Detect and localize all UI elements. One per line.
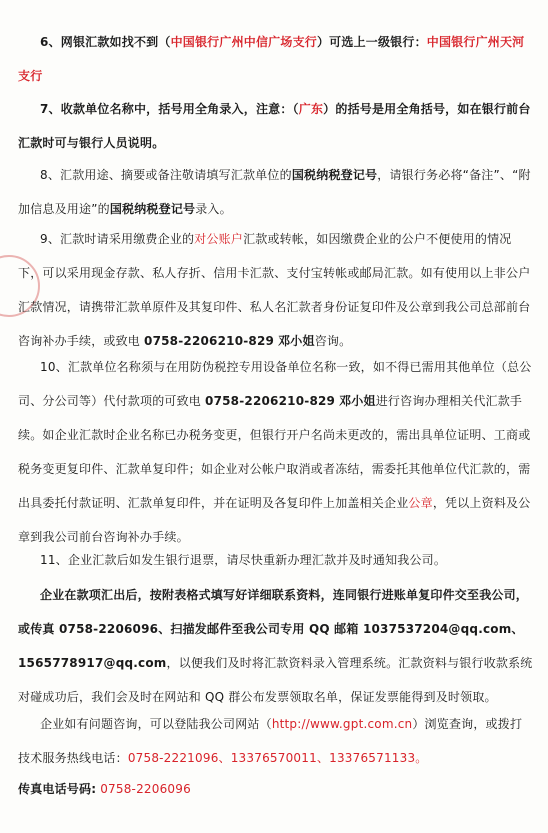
item-8-text-d: 录入。 bbox=[195, 202, 232, 216]
item-9-text-a: 9、汇款时请采用缴费企业的 bbox=[40, 232, 195, 246]
item-8-text-c: ，请银行务必将“备注”、“附加信息及用途”的 bbox=[18, 168, 531, 216]
item-10-official-seal: 公章 bbox=[408, 496, 433, 510]
fax-line bbox=[18, 772, 534, 806]
item-10-contact-name: 邓小姐 bbox=[339, 394, 376, 408]
item-10-text-a: 10、汇款单位名称须与在用防伪税控专用设备单位名称一致，如不得已需用其他单位（总公司、分公司等）代付款项的可致电 bbox=[18, 360, 532, 408]
item-9-contact-name: 邓小姐 bbox=[278, 334, 315, 348]
remittance-notice-text: ，以便我们及时将汇款资料录入管理系统。汇款资料与银行收款系统对碰成功后，我们会及时在网站和 QQ 群公布发票领取名单，保证发票能得到及时领取。 bbox=[18, 656, 533, 704]
item-6-bank-sub: 中国银行广州中信广场支行 bbox=[170, 35, 317, 49]
inquiry-text-a: 企业如有问题咨询，可以登陆我公司网站（ bbox=[40, 717, 272, 731]
hotline-numbers: 0758-2221096、13376570011、13376571133。 bbox=[127, 751, 428, 765]
item-8-text-a: 8、汇款用途、摘要或备注敬请填写汇款单位的 bbox=[40, 168, 292, 182]
fax-label: 传真电话号码: bbox=[18, 782, 97, 796]
remittance-notice-bold: 企业在款项汇出后，按附表格式填写好详细联系资料，连同银行进账单复印件交至我公司，或传真 0758-2206096、扫描发邮件至我公司专用 QQ 邮箱 1037537204@qq.com、1565778917@qq.com bbox=[18, 588, 529, 670]
remittance-notice bbox=[18, 578, 534, 714]
item-6-bank-parent: 中国银行广州天河支行 bbox=[18, 35, 525, 83]
item-6-text-a: 6、网银汇款如找不到（ bbox=[40, 35, 171, 49]
item-8-tax-id-1: 国税纳税登记号 bbox=[291, 168, 378, 182]
item-9-text-c: 咨询。 bbox=[314, 334, 352, 348]
item-7 bbox=[18, 92, 534, 160]
inquiry-text-b: ）浏览查询，或拨打技术服务热线电话： bbox=[18, 717, 523, 765]
item-9-phone: 0758-2206210-829 bbox=[144, 334, 275, 348]
item-11-text: 11、企业汇款后如发生银行退票，请尽快重新办理汇款并及时通知我公司。 bbox=[40, 553, 447, 567]
item-9-corporate-account: 对公账户 bbox=[194, 232, 244, 246]
item-10-phone: 0758-2206210-829 bbox=[205, 394, 336, 408]
website-link[interactable]: http://www.gpt.com.cn bbox=[271, 717, 413, 731]
item-10-text-c: ，凭以上资料及公章到我公司前台咨询补办手续。 bbox=[18, 496, 531, 544]
item-8-tax-id-2: 国税纳税登记号 bbox=[109, 202, 196, 216]
item-7-text-b: ）的括号是用全角括号，如在银行前台汇款时可与银行人员说明。 bbox=[18, 102, 531, 150]
fax-number: 0758-2206096 bbox=[96, 782, 191, 796]
item-9 bbox=[18, 222, 534, 358]
item-11 bbox=[18, 543, 534, 577]
item-6-text-b: ）可选上一级银行： bbox=[316, 35, 427, 49]
item-7-text-a: 7、收款单位名称中，括号用全角录入，注意：（ bbox=[40, 102, 299, 116]
item-9-text-b: 汇款或转帐，如因缴费企业的公户不便使用的情况下，可以采用现金存款、私人存折、信用卡汇款、支付宝转帐或邮局汇款。如有使用以上非公户汇款情况，请携带汇款单原件及其复印件、私人名汇款者身份证复印件及公章到我公司总部前台咨询补办手续，或致电 bbox=[18, 232, 531, 348]
inquiry-paragraph bbox=[18, 707, 534, 775]
item-7-guangdong: 广东 bbox=[298, 102, 324, 116]
item-6 bbox=[18, 25, 534, 93]
item-10 bbox=[18, 350, 534, 554]
item-8 bbox=[18, 158, 534, 226]
item-10-text-b: 进行咨询办理相关代汇款手续。如企业汇款时企业名称已办税务变更，但银行开户名尚未更改的，需出具单位证明、工商或税务变更复印件、汇款单复印件；如企业对公帐户取消或者冻结，需委托其他单位代汇款的，需出具委托付款证明、汇款单复印件，并在证明及各复印件上加盖相关企业 bbox=[18, 394, 531, 510]
